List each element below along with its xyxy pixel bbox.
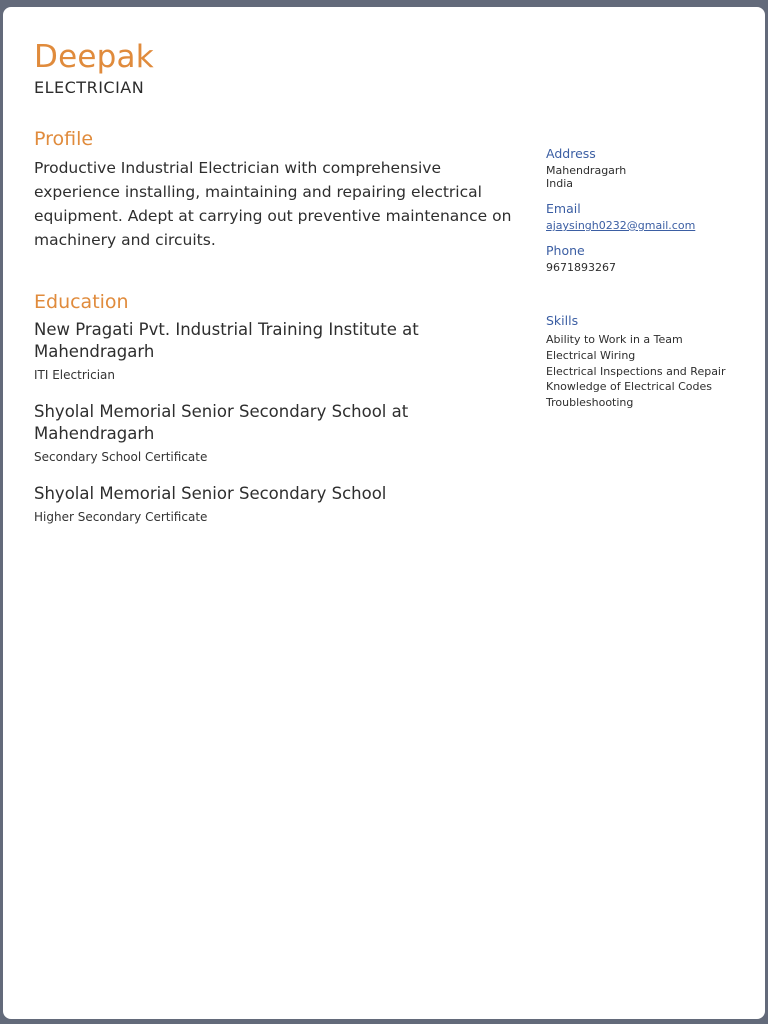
profile-section xyxy=(34,126,519,252)
address-line-country: India xyxy=(546,177,573,190)
education-degree: ITI Electrician xyxy=(34,368,115,382)
main-column xyxy=(34,126,519,525)
phone-block xyxy=(546,242,761,274)
education-school: Shyolal Memorial Senior Secondary School at Mahendragarh xyxy=(34,402,409,443)
skills-section xyxy=(546,312,761,411)
job-title: ELECTRICIAN xyxy=(34,78,145,97)
profile-heading: Profile xyxy=(34,128,94,150)
education-degree: Higher Secondary Certificate xyxy=(34,510,208,524)
phone-value: 9671893267 xyxy=(546,261,616,274)
address-label: Address xyxy=(546,146,596,161)
education-entry xyxy=(34,319,519,383)
phone-label: Phone xyxy=(546,243,585,258)
profile-text: Productive Industrial Electrician with comprehensive experience installing, maintaining and repairing electrical equipment. Adept at carrying out preventive maintenance on machinery and circuits. xyxy=(34,159,512,249)
skills-list xyxy=(546,332,761,411)
education-school: Shyolal Memorial Senior Secondary School xyxy=(34,484,387,503)
skill-item: Electrical Wiring xyxy=(546,348,636,362)
sidebar xyxy=(546,145,761,411)
email-block xyxy=(546,200,761,232)
education-entry xyxy=(34,483,519,525)
resume-page xyxy=(3,7,765,1019)
skill-item: Troubleshooting xyxy=(546,396,634,410)
education-degree: Secondary School Certificate xyxy=(34,450,208,464)
candidate-name: Deepak xyxy=(34,39,154,75)
address-value xyxy=(546,164,761,190)
skill-item: Ability to Work in a Team xyxy=(546,333,683,346)
education-school: New Pragati Pvt. Industrial Training Institute at Mahendragarh xyxy=(34,320,419,361)
email-label: Email xyxy=(546,201,581,216)
skills-heading: Skills xyxy=(546,313,579,328)
education-heading: Education xyxy=(34,291,129,313)
email-link[interactable]: ajaysingh0232@gmail.com xyxy=(546,219,696,232)
skill-item: Knowledge of Electrical Codes xyxy=(546,380,713,394)
address-line-city: Mahendragarh xyxy=(546,164,627,177)
skill-item: Electrical Inspections and Repair xyxy=(546,364,726,378)
education-section xyxy=(34,289,519,525)
education-entry xyxy=(34,401,519,465)
address-block xyxy=(546,145,761,190)
